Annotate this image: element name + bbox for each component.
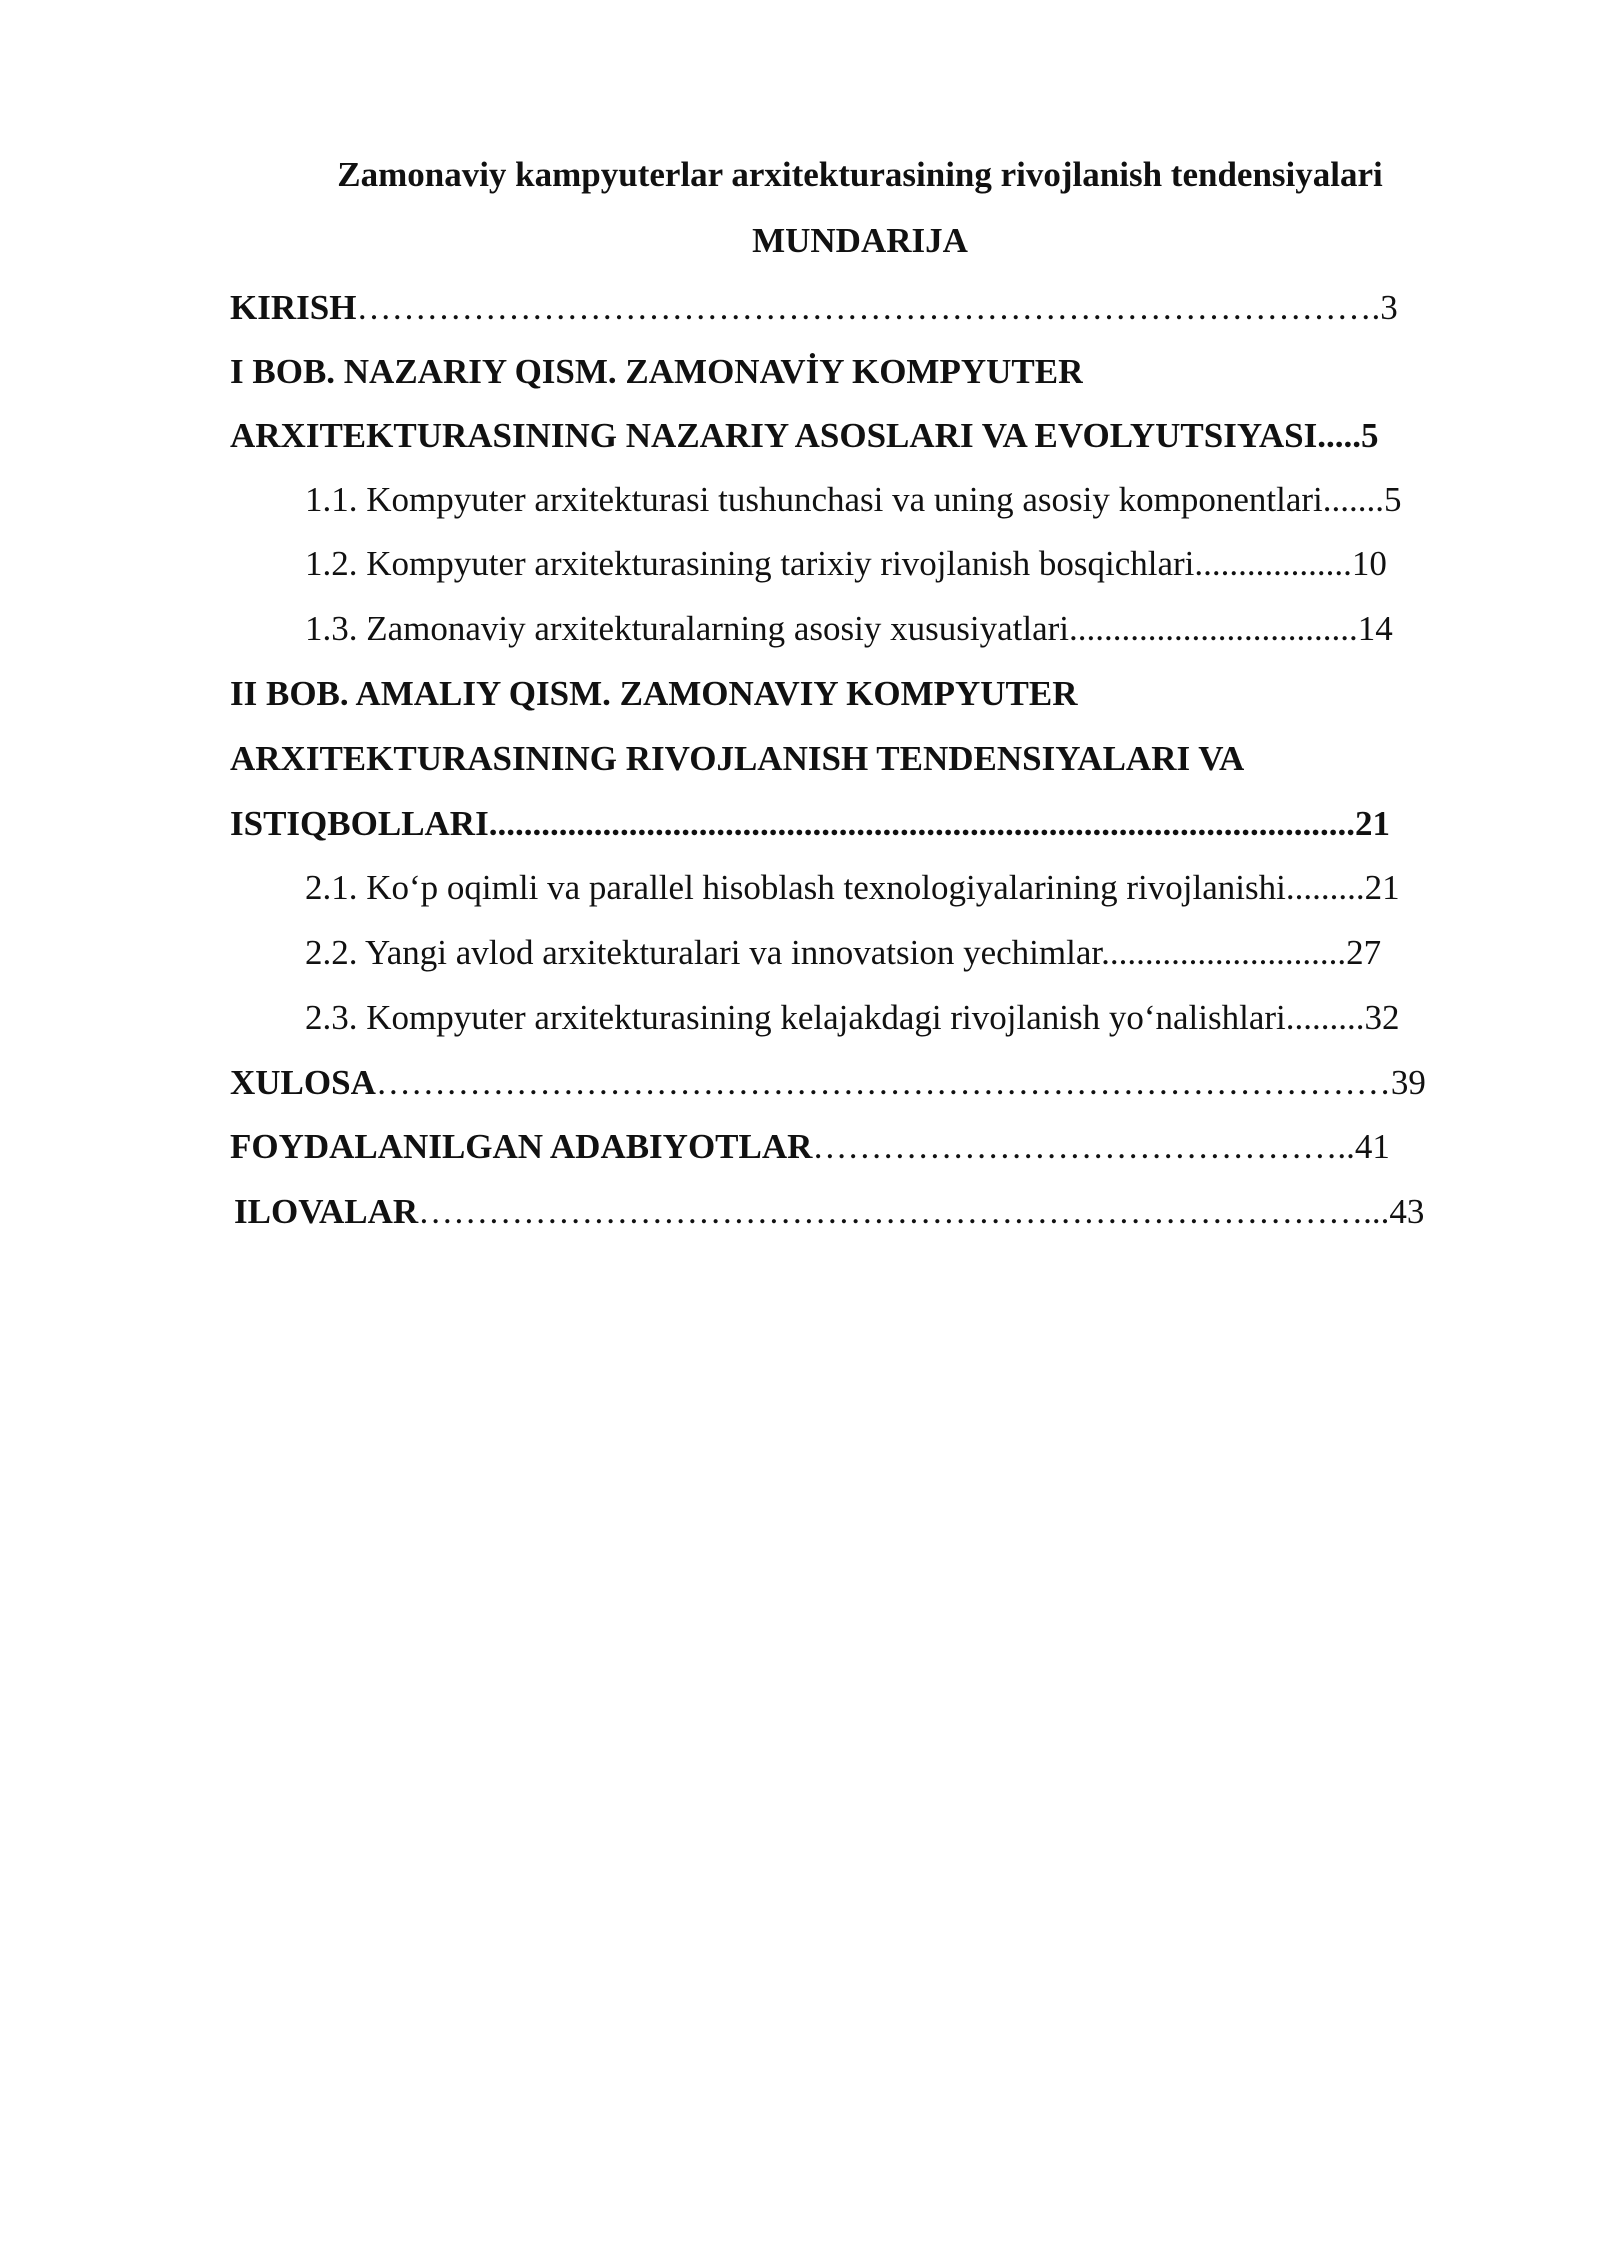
toc-entry-2-2[interactable] <box>305 927 1381 979</box>
toc-entry-label: ILOVALAR <box>234 1192 419 1231</box>
toc-entry-label: 1.2. Kompyuter arxitekturasining tarixiy rivojlanish bosqichlari <box>305 544 1195 583</box>
toc-entry-label: I BOB. NAZARIY QISM. ZAMONAVİY KOMPYUTER <box>230 352 1084 391</box>
toc-entry-page: 21 <box>1364 868 1400 907</box>
toc-entry-label: 2.3. Kompyuter arxitekturasining kelajakdagi rivojlanish yoʻnalishlari <box>305 998 1286 1037</box>
toc-entry-leader: …………………………………………………………………………… <box>375 1063 1391 1102</box>
toc-entry-leader: ....... <box>1322 480 1384 519</box>
toc-entry-1-3[interactable] <box>305 603 1393 655</box>
toc-entry-chapter-2-cont[interactable] <box>230 733 1244 785</box>
toc-entry-label: ISTIQBOLLARI <box>230 804 489 843</box>
toc-entry-page: 14 <box>1357 609 1393 648</box>
toc-entry-page: 27 <box>1346 933 1382 972</box>
toc-entry-leader: ……………………………………….. <box>812 1127 1355 1166</box>
toc-entry-label: 2.2. Yangi avlod arxitekturalari va innovatsion yechimlar <box>305 933 1102 972</box>
toc-entry-label: XULOSA <box>230 1063 376 1102</box>
toc-entry-leader: ……………………………………………………………………………. <box>356 288 1381 327</box>
toc-entry-leader: ............................ <box>1101 933 1347 972</box>
toc-entry-leader: ......... <box>1285 998 1365 1037</box>
toc-entry-page: 5 <box>1361 416 1379 455</box>
toc-entry-page: 43 <box>1389 1192 1425 1231</box>
toc-entry-1-2[interactable] <box>305 538 1387 590</box>
toc-entry-leader: ..... <box>1317 416 1361 455</box>
toc-entry-chapter-1[interactable] <box>230 346 1083 398</box>
toc-entry-page: 21 <box>1354 804 1390 843</box>
toc-entry-label: KIRISH <box>230 288 357 327</box>
toc-entry-kirish[interactable] <box>230 282 1398 334</box>
toc-entry-2-3[interactable] <box>305 992 1400 1044</box>
toc-entry-2-1[interactable] <box>305 862 1400 914</box>
toc-entry-label: 2.1. Koʻp oqimli va parallel hisoblash texnologiyalarining rivojlanishi <box>305 868 1286 907</box>
toc-entry-chapter-1-cont[interactable] <box>230 410 1379 462</box>
toc-entry-references[interactable] <box>230 1121 1390 1173</box>
toc-entry-leader: ................................................................................................... <box>488 804 1355 843</box>
toc-entry-label: 1.3. Zamonaviy arxitekturalarning asosiy xususiyatlari <box>305 609 1069 648</box>
document-title: Zamonaviy kampyuterlar arxitekturasining rivojlanish tendensiyalari <box>337 155 1383 194</box>
toc-entry-page: 5 <box>1383 480 1402 519</box>
toc-entry-page: 41 <box>1354 1127 1390 1166</box>
toc-entry-xulosa[interactable] <box>230 1057 1426 1109</box>
toc-entry-page: 39 <box>1390 1063 1426 1102</box>
toc-entry-chapter-2-cont-2[interactable] <box>230 798 1390 850</box>
toc-entry-leader: .................. <box>1194 544 1352 583</box>
toc-entry-page: 10 <box>1351 544 1387 583</box>
toc-entry-page: 3 <box>1380 288 1398 327</box>
toc-entry-ilovalar[interactable] <box>234 1186 1424 1238</box>
toc-entry-label: ARXITEKTURASINING NAZARIY ASOSLARI VA EVOLYUTSIYASI <box>230 416 1318 455</box>
toc-entry-1-1[interactable] <box>305 474 1401 526</box>
toc-entry-leader: ………………………………………………………………………... <box>418 1192 1390 1231</box>
toc-entry-label: FOYDALANILGAN ADABIYOTLAR <box>230 1127 813 1166</box>
toc-entry-label: ARXITEKTURASINING RIVOJLANISH TENDENSIYALARI VA <box>230 739 1245 778</box>
toc-entry-label: II BOB. AMALIY QISM. ZAMONAVIY KOMPYUTER <box>230 674 1078 713</box>
toc-heading: MUNDARIJA <box>752 221 968 260</box>
toc-entry-leader: ......... <box>1285 868 1365 907</box>
toc-entry-page: 32 <box>1364 998 1400 1037</box>
toc-entry-chapter-2[interactable] <box>230 668 1078 720</box>
toc-entry-label: 1.1. Kompyuter arxitekturasi tushunchasi va uning asosiy komponentlari <box>305 480 1323 519</box>
toc-entry-leader: ................................. <box>1068 609 1358 648</box>
